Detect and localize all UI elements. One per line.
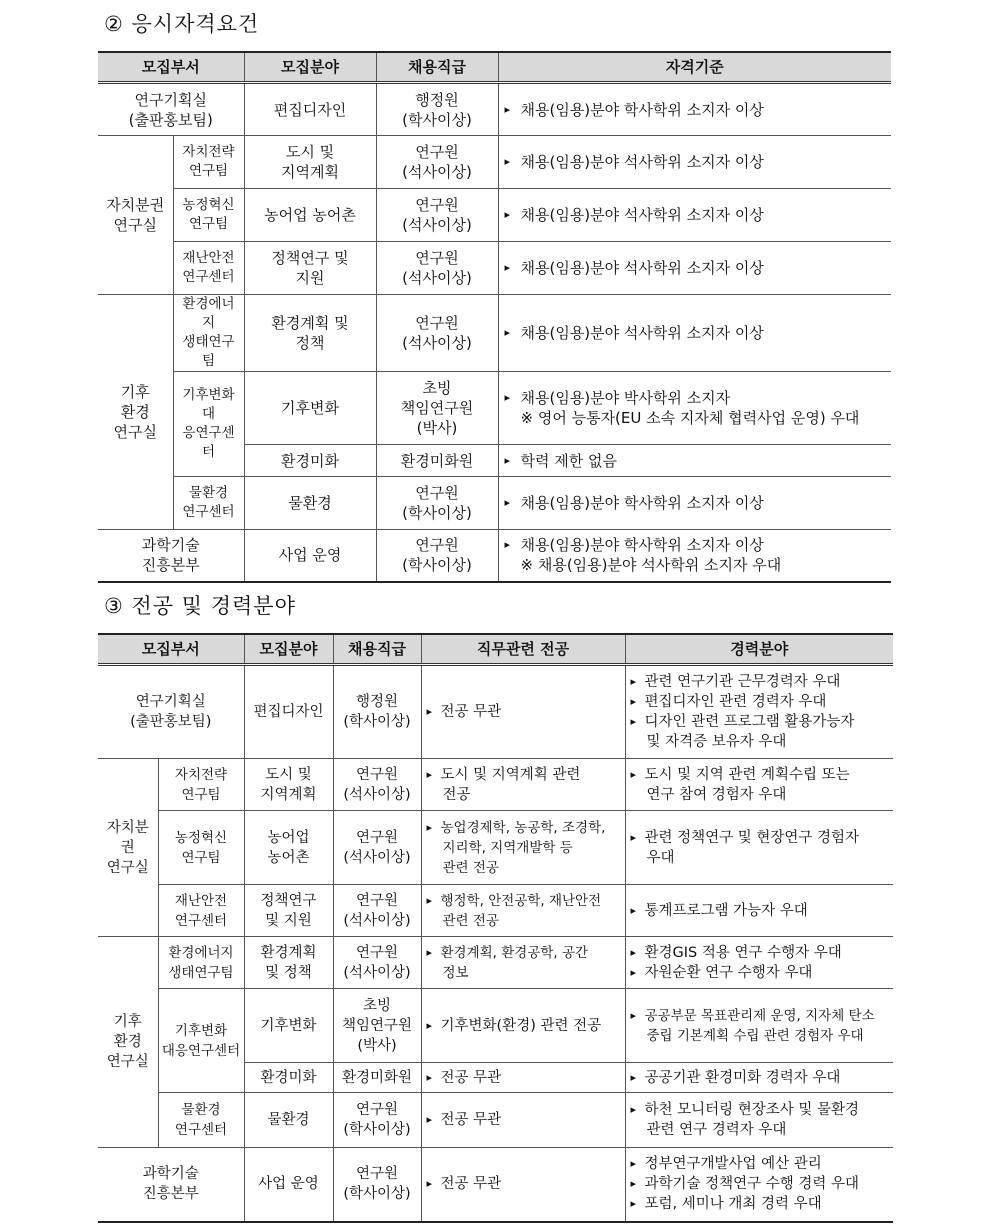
career-cell: ▸ 통계프로그램 가능자 우대 xyxy=(625,885,893,937)
field-cell: 환경미화 xyxy=(244,445,376,477)
major-cell: ▸ 농업경제학, 농공학, 조경학, 지리학, 지역개발학 등 관련 전공 xyxy=(421,811,625,885)
major-cell: ▸ 전공 무관 xyxy=(421,665,625,759)
grade-cell: 연구원 (학사이상) xyxy=(333,1148,421,1222)
major-cell: ▸ 환경계획, 환경공학, 공간 정보 xyxy=(421,937,625,989)
subdept-cell: 자치전략 연구팀 xyxy=(158,759,244,811)
section-3-heading: ③ 전공 및 경력분야 xyxy=(104,594,296,618)
grade-cell: 연구원 (석사이상) xyxy=(376,136,498,189)
field-cell: 환경계획 및 정책 xyxy=(244,295,376,372)
dept-cell: 자치분권 연구실 xyxy=(98,759,158,937)
field-cell: 농어업 농어촌 xyxy=(244,811,333,885)
field-cell: 사업 운영 xyxy=(244,1148,333,1222)
major-cell: ▸ 전공 무관 xyxy=(421,1063,625,1093)
header-grade: 채용직급 xyxy=(333,634,421,665)
field-cell: 도시 및 지역계획 xyxy=(244,759,333,811)
grade-cell: 행정원 (학사이상) xyxy=(376,83,498,136)
table-row xyxy=(98,989,893,1063)
dept-cell: 연구기획실 (출판홍보팀) xyxy=(98,665,244,759)
qualification-cell: ▸ 채용(임용)분야 석사학위 소지자 이상 xyxy=(498,189,891,242)
grade-cell: 연구원 (학사이상) xyxy=(376,530,498,582)
field-cell: 편집디자인 xyxy=(244,665,333,759)
table-row xyxy=(98,189,891,242)
grade-cell: 환경미화원 xyxy=(333,1063,421,1093)
field-cell: 정책연구 및 지원 xyxy=(244,242,376,295)
career-cell: ▸ 하천 모니터링 현장조사 및 물환경 관련 연구 경력자 우대 xyxy=(625,1093,893,1148)
dept-cell: 연구기획실 (출판홍보팀) xyxy=(98,83,244,136)
header-dept: 모집부서 xyxy=(98,52,244,83)
career-cell: ▸ 공공기관 환경미화 경력자 우대 xyxy=(625,1063,893,1093)
major-cell: ▸ 기후변화(환경) 관련 전공 xyxy=(421,989,625,1063)
major-cell: ▸ 전공 무관 xyxy=(421,1093,625,1148)
subdept-cell: 물환경 연구센터 xyxy=(173,477,244,530)
table-row xyxy=(98,83,891,136)
grade-cell: 연구원 (학사이상) xyxy=(333,1093,421,1148)
major-cell: ▸ 전공 무관 xyxy=(421,1148,625,1222)
field-cell: 기후변화 xyxy=(244,989,333,1063)
table-header-row xyxy=(98,52,891,83)
major-cell: ▸ 도시 및 지역계획 관련 전공 xyxy=(421,759,625,811)
table-row xyxy=(98,1093,893,1148)
header-dept: 모집부서 xyxy=(98,634,244,665)
field-cell: 사업 운영 xyxy=(244,530,376,582)
header-qualification: 자격기준 xyxy=(498,52,891,83)
dept-cell: 과학기술 진흥본부 xyxy=(98,1148,244,1222)
subdept-cell: 농정혁신 연구팀 xyxy=(158,811,244,885)
qualification-cell: ▸ 채용(임용)분야 석사학위 소지자 이상 xyxy=(498,242,891,295)
subdept-cell: 기후변화 대응연구센터 xyxy=(158,989,244,1093)
table-row xyxy=(98,665,893,759)
grade-cell: 연구원 (학사이상) xyxy=(376,477,498,530)
table-row xyxy=(98,477,891,530)
major-career-table xyxy=(98,633,893,1223)
subdept-cell: 물환경 연구센터 xyxy=(158,1093,244,1148)
header-grade: 채용직급 xyxy=(376,52,498,83)
career-cell: ▸ 관련 연구기관 근무경력자 우대 ▸ 편집디자인 관련 경력자 우대 ▸ 디자인 관련 프로그램 활용가능자 및 자격증 보유자 우대 xyxy=(625,665,893,759)
table-row xyxy=(98,136,891,189)
career-cell: ▸ 환경GIS 적용 연구 수행자 우대 ▸ 자원순환 연구 수행자 우대 xyxy=(625,937,893,989)
qualification-cell: ▸ 채용(임용)분야 석사학위 소지자 이상 xyxy=(498,136,891,189)
section-2-heading: ② 응시자격요건 xyxy=(104,12,260,36)
qualification-table xyxy=(98,51,891,583)
dept-cell: 기후 환경 연구실 xyxy=(98,295,173,530)
career-cell: ▸ 정부연구개발사업 예산 관리 ▸ 과학기술 정책연구 수행 경력 우대 ▸ 포럼, 세미나 개최 경력 우대 xyxy=(625,1148,893,1222)
header-major: 직무관련 전공 xyxy=(421,634,625,665)
field-cell: 물환경 xyxy=(244,1093,333,1148)
subdept-cell: 기후변화대 응연구센터 xyxy=(173,372,244,477)
table-header-row xyxy=(98,634,893,665)
subdept-cell: 환경에너지 생태연구팀 xyxy=(173,295,244,372)
grade-cell: 연구원 (석사이상) xyxy=(333,811,421,885)
dept-cell: 과학기술 진흥본부 xyxy=(98,530,244,582)
career-cell: ▸ 공공부문 목표관리제 운영, 지자체 탄소 중립 기본계획 수립 관련 경험자 우대 xyxy=(625,989,893,1063)
field-cell: 농어업 농어촌 xyxy=(244,189,376,242)
table-row xyxy=(98,759,893,811)
field-cell: 편집디자인 xyxy=(244,83,376,136)
career-cell: ▸ 도시 및 지역 관련 계획수립 또는 연구 참여 경험자 우대 xyxy=(625,759,893,811)
subdept-cell: 환경에너지 생태연구팀 xyxy=(158,937,244,989)
grade-cell: 연구원 (석사이상) xyxy=(376,295,498,372)
grade-cell: 행정원 (학사이상) xyxy=(333,665,421,759)
qualification-cell: ▸ 학력 제한 없음 xyxy=(498,445,891,477)
field-cell: 기후변화 xyxy=(244,372,376,445)
qualification-cell: ▸ 채용(임용)분야 석사학위 소지자 이상 xyxy=(498,295,891,372)
header-career: 경력분야 xyxy=(625,634,893,665)
career-cell: ▸ 관련 정책연구 및 현장연구 경험자 우대 xyxy=(625,811,893,885)
grade-cell: 연구원 (석사이상) xyxy=(333,759,421,811)
dept-cell: 기후 환경 연구실 xyxy=(98,937,158,1148)
table-row xyxy=(98,1148,893,1222)
subdept-cell: 재난안전 연구센터 xyxy=(158,885,244,937)
field-cell: 도시 및 지역계획 xyxy=(244,136,376,189)
subdept-cell: 농정혁신 연구팀 xyxy=(173,189,244,242)
qualification-cell: ▸ 채용(임용)분야 학사학위 소지자 이상 xyxy=(498,83,891,136)
table-row xyxy=(98,811,893,885)
grade-cell: 연구원 (석사이상) xyxy=(333,937,421,989)
grade-cell: 연구원 (석사이상) xyxy=(376,189,498,242)
table-row xyxy=(98,937,893,989)
field-cell: 물환경 xyxy=(244,477,376,530)
table-row xyxy=(98,530,891,582)
table-row xyxy=(98,372,891,445)
grade-cell: 연구원 (석사이상) xyxy=(333,885,421,937)
subdept-cell: 재난안전 연구센터 xyxy=(173,242,244,295)
field-cell: 환경미화 xyxy=(244,1063,333,1093)
table-row xyxy=(98,295,891,372)
qualification-cell: ▸ 채용(임용)분야 학사학위 소지자 이상 xyxy=(498,477,891,530)
grade-cell: 초빙 책임연구원 (박사) xyxy=(376,372,498,445)
major-cell: ▸ 행정학, 안전공학, 재난안전 관련 전공 xyxy=(421,885,625,937)
table-row xyxy=(98,885,893,937)
qualification-cell: ▸ 채용(임용)분야 학사학위 소지자 이상 ※ 채용(임용)분야 석사학위 소지자 우대 xyxy=(498,530,891,582)
header-field: 모집분야 xyxy=(244,634,333,665)
field-cell: 환경계획 및 정책 xyxy=(244,937,333,989)
grade-cell: 환경미화원 xyxy=(376,445,498,477)
qualification-cell: ▸ 채용(임용)분야 박사학위 소지자 ※ 영어 능통자(EU 소속 지자체 협력사업 운영) 우대 xyxy=(498,372,891,445)
dept-cell: 자치분권 연구실 xyxy=(98,136,173,295)
header-field: 모집분야 xyxy=(244,52,376,83)
field-cell: 정책연구 및 지원 xyxy=(244,885,333,937)
grade-cell: 초빙 책임연구원 (박사) xyxy=(333,989,421,1063)
grade-cell: 연구원 (석사이상) xyxy=(376,242,498,295)
subdept-cell: 자치전략 연구팀 xyxy=(173,136,244,189)
table-row xyxy=(98,242,891,295)
